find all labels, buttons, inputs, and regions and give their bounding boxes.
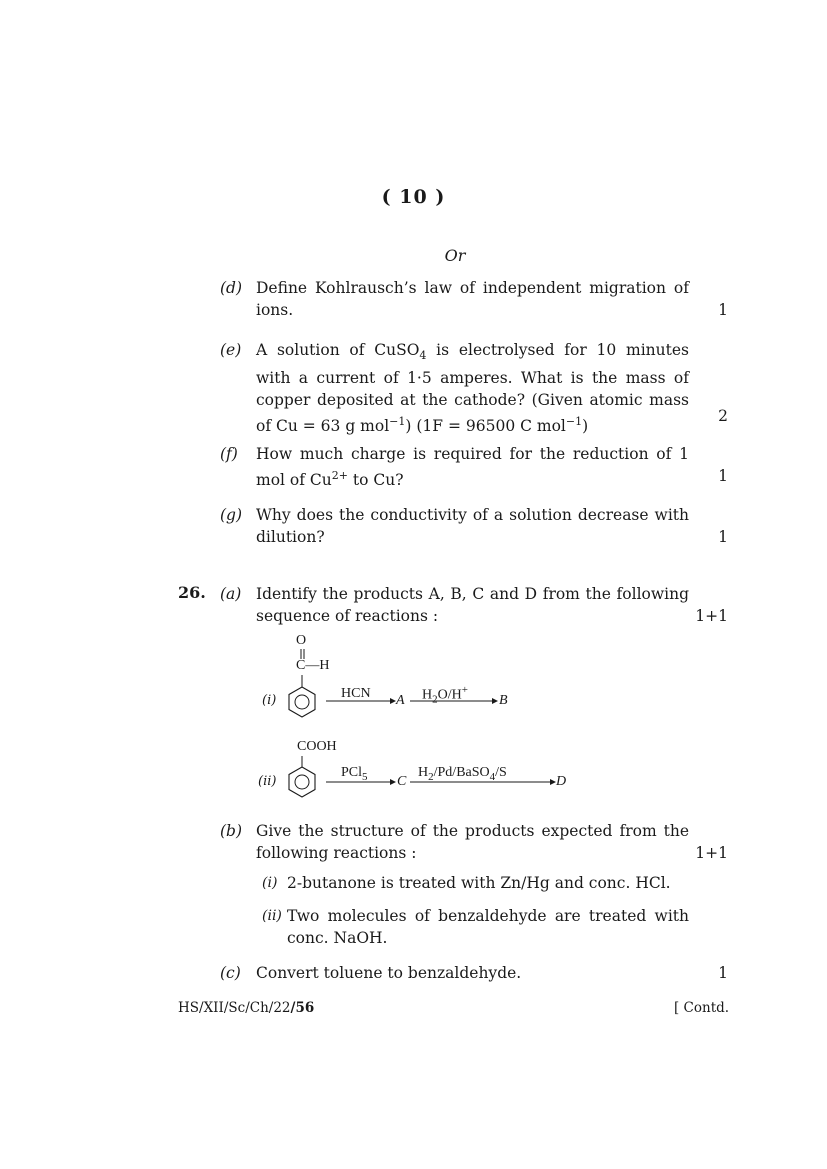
question-label: (b)	[220, 822, 243, 840]
product-b: B	[499, 693, 508, 708]
question-label: (d)	[220, 279, 243, 297]
marks: 1	[718, 528, 728, 546]
sub-question-i	[262, 872, 692, 894]
benzoic-acid-structure-icon	[280, 752, 330, 802]
page-number: ( 10 )	[381, 186, 446, 208]
reaction-label: (ii)	[258, 774, 277, 789]
reaction-arrow-icon	[326, 777, 396, 787]
question-label: (e)	[220, 341, 242, 359]
marks: 1+1	[695, 607, 728, 625]
question-26a	[220, 583, 730, 627]
reaction-arrow-icon	[410, 777, 556, 787]
question-e	[220, 339, 730, 436]
reagent-h2o-h: $H_2O/H^+$	[422, 684, 468, 706]
reaction-arrow-icon	[326, 696, 396, 706]
sub-question-text: Two molecules of benzaldehyde are treated with conc. NaOH.	[287, 907, 689, 947]
benzaldehyde-structure-icon	[280, 645, 330, 720]
marks: 1	[718, 301, 728, 319]
question-number: 26.	[178, 583, 206, 602]
marks: 2	[718, 407, 728, 425]
or-label: Or	[444, 246, 466, 265]
question-26c	[220, 962, 730, 984]
sub-question-label: (i)	[262, 875, 278, 891]
question-label: (f)	[220, 445, 238, 463]
sub-question-text: 2-butanone is treated with Zn/Hg and conc. HCl.	[287, 874, 671, 892]
product-c: C	[397, 774, 407, 789]
question-text: Why does the conductivity of a solution decrease with dilution?	[256, 506, 689, 546]
reaction-arrow-icon	[410, 696, 498, 706]
aldehyde-group-label: C—H	[296, 658, 330, 673]
product-a: A	[396, 693, 405, 708]
marks: 1	[718, 964, 728, 982]
question-label: (g)	[220, 506, 243, 524]
carboxyl-group-label: COOH	[297, 739, 337, 754]
marks: 1+1	[695, 844, 728, 862]
reaction-label: (i)	[262, 693, 277, 708]
oxygen-label: O	[296, 633, 307, 648]
reagent-rosenmund: $H_2/Pd/BaSO_4/S$	[418, 765, 507, 783]
question-text: Identify the products A, B, C and D from the following sequence of reactions :	[256, 585, 689, 625]
question-text: Give the structure of the products expected from the following reactions :	[256, 822, 689, 862]
question-text: Define Kohlrausch’s law of independent migration of ions.	[256, 279, 689, 319]
question-d	[220, 277, 730, 321]
question-text: Convert toluene to benzaldehyde.	[256, 964, 522, 982]
sub-question-label: (ii)	[262, 908, 282, 924]
question-f	[220, 443, 730, 490]
paper-code: HS/XII/Sc/Ch/22/56	[178, 1000, 315, 1016]
question-text: A solution of CuSO$_4$ is electrolysed for 10 minutes with a current of 1·5 amperes. What is the mass of copper deposited at the cathode? (Given atomic mass of Cu = 63 g mol$^{-1}$) (1F = 96500 C mol$^{-1}$)	[256, 341, 689, 436]
product-d: D	[556, 774, 567, 789]
sub-question-ii	[262, 905, 692, 949]
question-26b	[220, 820, 730, 864]
question-g	[220, 504, 730, 548]
continued-label: [ Contd.	[674, 1000, 730, 1016]
marks: 1	[718, 467, 728, 485]
reagent-pcl5: PCl$_5$	[341, 765, 368, 783]
question-label: (a)	[220, 585, 242, 603]
question-text: How much charge is required for the reduction of 1 mol of $Cu^{2+}$ to Cu?	[256, 445, 689, 490]
reagent-hcn: HCN	[341, 686, 371, 701]
question-label: (c)	[220, 964, 241, 982]
